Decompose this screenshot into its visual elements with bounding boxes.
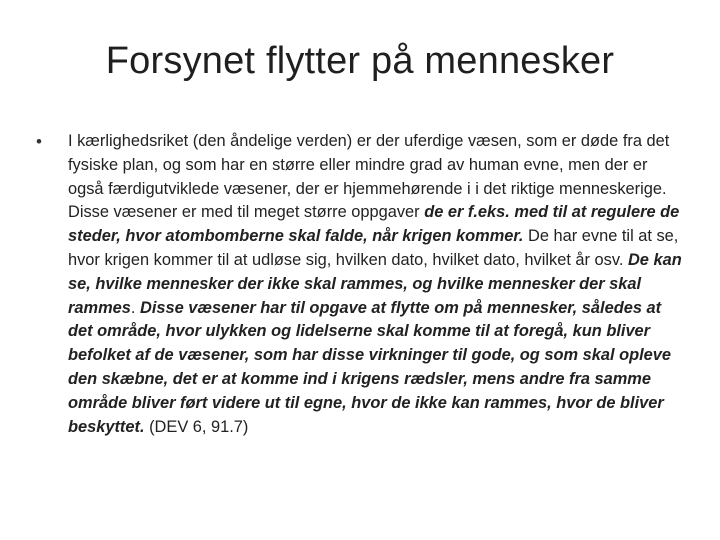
text-run: . xyxy=(130,298,140,317)
bullet-icon: • xyxy=(36,132,42,151)
emphasized-text-run: De kan se, hvilke mennesker der ikke skal rammes, og hvilke mennesker der skal rammes xyxy=(68,250,682,317)
text-run: De har evne til at se, hvor krigen kommer til at udløse sig, hvilken dato, hvilket dato, hvilket år osv. xyxy=(68,227,679,269)
slide-body xyxy=(36,130,686,439)
emphasized-text-run: de er f.eks. med til at regulere de steder, hvor atombomberne skal falde, når krigen kommer. xyxy=(68,203,680,246)
bullet-item xyxy=(36,130,686,439)
bullet-paragraph xyxy=(68,130,686,439)
slide-title: Forsynet flytter på mennesker xyxy=(105,40,615,82)
text-run: I kærlighedsriket (den åndelige verden) er der uferdige væsen, som er døde fra det fysiske plan, og som har en større eller mindre grad av human evne, men der er også færdigutviklede væsener, der er hjemmehørende i i det riktige menneskerige. Disse væsener er med til meget større oppgaver xyxy=(68,132,670,222)
citation: (DEV 6, 91.7) xyxy=(144,417,249,436)
emphasized-text-run: Disse væsener har til opgave at flytte om på mennesker, således at det område, hvor ulykken og lidelserne skal komme til at foregå, kun bliver befolket af de væsener, som har disse virkninger til gode, og som skal opleve den skæbne, det er at komme ind i krigens rædsler, mens andre fra samme område bliver ført videre ut til egne, hvor de ikke kan rammes, hvor de bliver beskyttet. xyxy=(68,298,672,436)
